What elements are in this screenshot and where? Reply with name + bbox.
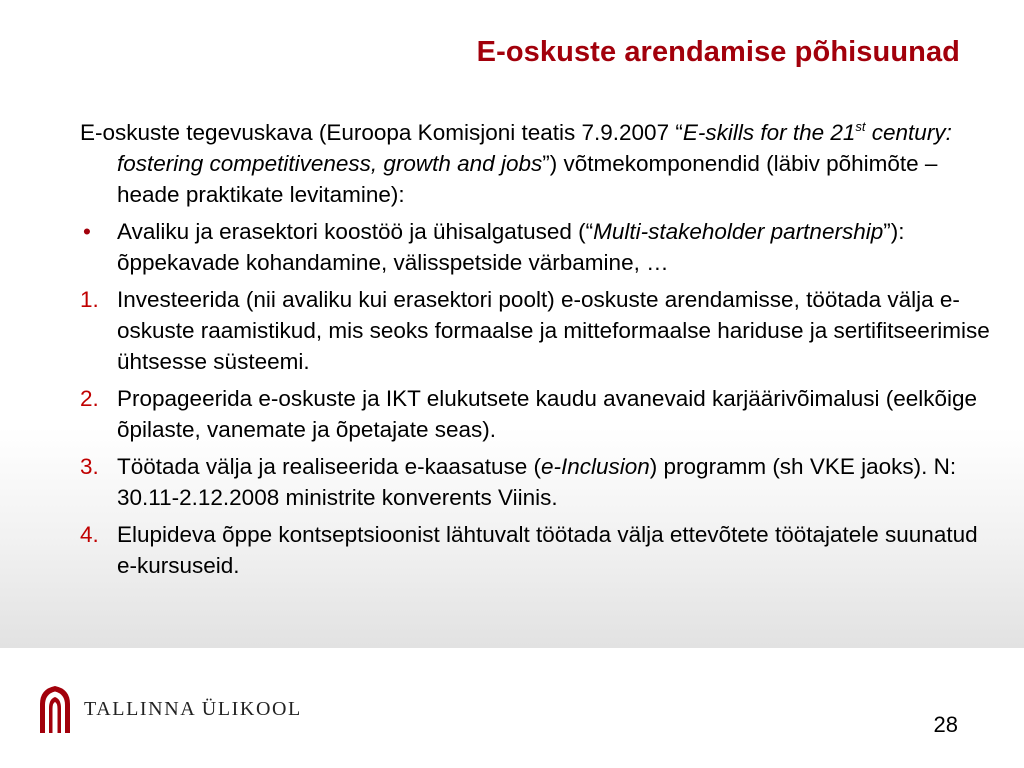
bullet-item (80, 216, 992, 278)
list-number-3: 3. (80, 454, 99, 479)
intro-text-start: E-oskuste tegevuskava (Euroopa Komisjoni teatis 7.9.2007 “ (80, 120, 683, 145)
tallinn-university-arch-icon (38, 684, 72, 734)
list-text-2: Propageerida e-oskuste ja IKT elukutsete kaudu avanevaid karjäärivõimalusi (eelkõige õpilaste, vanemate ja õpetajate seas). (117, 386, 978, 442)
list-number-2: 2. (80, 386, 99, 411)
bullet-marker: • (83, 219, 91, 244)
page-number: 28 (933, 712, 958, 737)
slide-title: E-oskuste arendamise põhisuunad (476, 36, 960, 68)
list-text-3-end: ) programm (sh VKE jaoks). N: 30.11-2.12.2008 ministrite konverents Viinis. (117, 454, 957, 510)
bullet-text-start: Avaliku ja erasektori koostöö ja ühisalgatused (“ (117, 219, 594, 244)
intro-italic-title-a: E-skills for the 21 (682, 120, 856, 145)
list-text-3-italic: e-Inclusion (540, 454, 650, 479)
list-number-1: 1. (80, 287, 99, 312)
bullet-italic: Multi-stakeholder partnership (593, 219, 884, 244)
list-item-4 (80, 519, 992, 581)
slide-content (80, 117, 992, 581)
list-item-1 (80, 284, 992, 377)
list-number-4: 4. (80, 522, 99, 547)
intro-superscript: st (855, 119, 866, 134)
intro-text-end: ”) võtmekomponendid (läbiv põhimõte – heade praktikate levitamine): (117, 151, 938, 207)
list-item-3 (80, 451, 992, 513)
logo-text: TALLINNA ÜLIKOOL (84, 697, 302, 720)
intro-italic-title-b: century: fostering competitiveness, growth and jobs (117, 120, 952, 176)
list-text-3-start: Töötada välja ja realiseerida e-kaasatuse ( (117, 454, 541, 479)
bullet-text-end: ”): õppekavade kohandamine, välisspetside värbamine, … (117, 219, 905, 275)
list-text-4: Elupideva õppe kontseptsioonist lähtuvalt töötada välja ettevõtete töötajatele suunatud e-kursuseid. (117, 522, 978, 578)
list-text-1: Investeerida (nii avaliku kui erasektori poolt) e-oskuste arendamisse, töötada välja e-oskuste raamistikud, mis seoks formaalse ja mitteformaalse hariduse ja sertifitseerimise ühtsesse süsteemi. (117, 287, 990, 374)
intro-paragraph (80, 117, 992, 210)
university-logo (38, 684, 302, 734)
list-item-2 (80, 383, 992, 445)
